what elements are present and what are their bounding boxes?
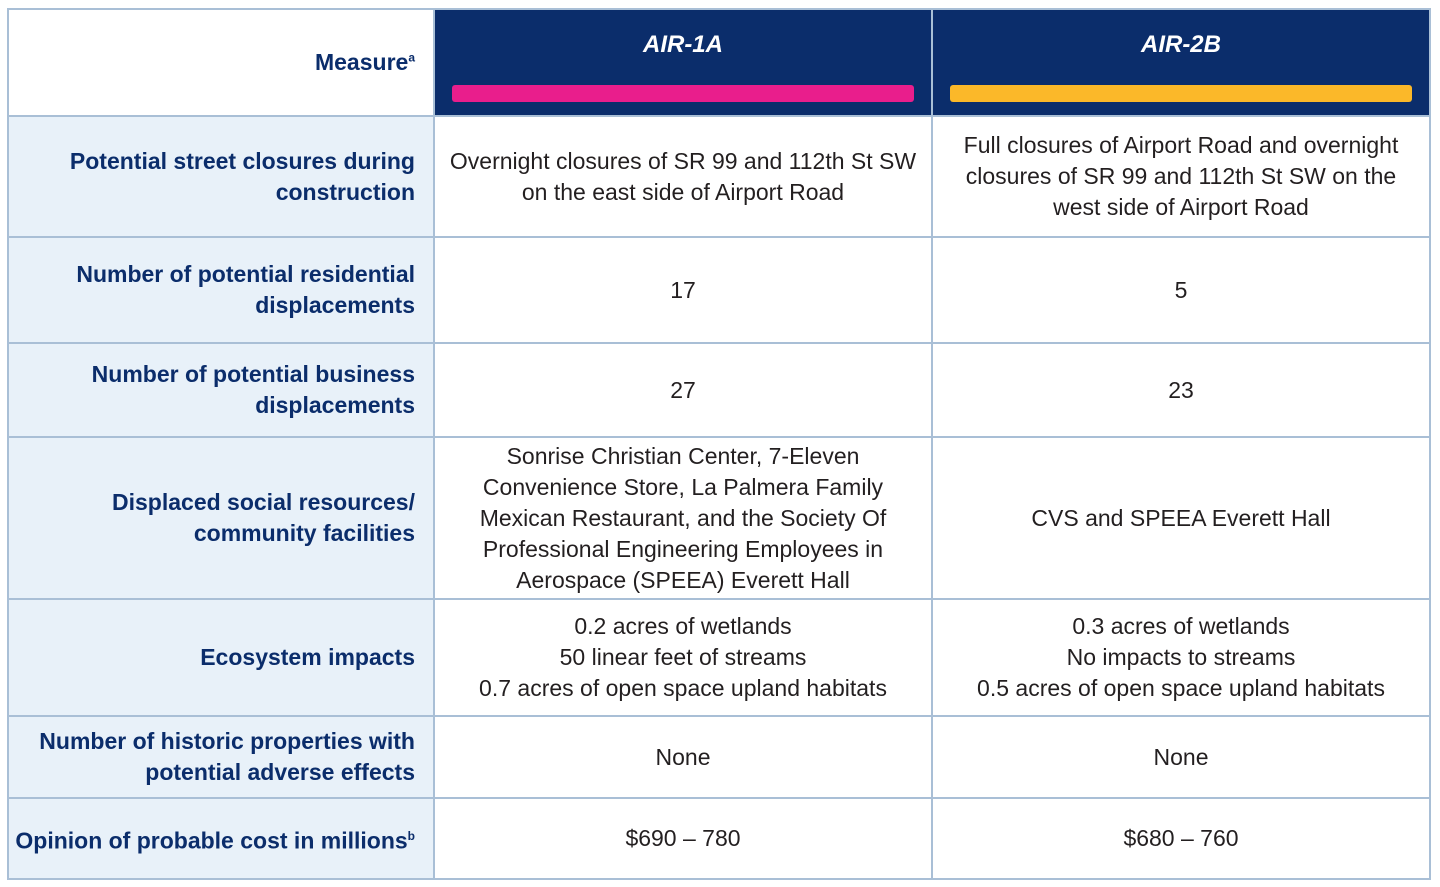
air-2b-value — [932, 798, 1430, 879]
table-row — [8, 116, 1430, 237]
value-line: Overnight closures of SR 99 and 112th St SW on the east side of Airport Road — [449, 147, 917, 205]
table-row — [8, 343, 1430, 437]
value-line: 0.7 acres of open space upland habitats — [479, 675, 887, 701]
alternative-color-bar — [950, 85, 1412, 102]
value-line: 0.5 acres of open space upland habitats — [977, 675, 1385, 701]
air-2b-value — [932, 599, 1430, 716]
measure-cell: Number of historic properties with potential adverse effects — [8, 716, 434, 798]
value-line: 5 — [1174, 276, 1188, 303]
air-2b-value — [932, 237, 1430, 343]
value-line: Full closures of Airport Road and overnight closures of SR 99 and 112th St SW on the west side of Airport Road — [963, 132, 1399, 220]
measure-cell: Ecosystem impacts — [8, 599, 434, 716]
table-row — [8, 798, 1430, 879]
air-2b-value — [932, 343, 1430, 437]
measure-cell: Potential street closures during construction — [8, 116, 434, 237]
value-line: 17 — [670, 276, 696, 303]
measure-cell: Number of potential business displacements — [8, 343, 434, 437]
measure-header-footnote: a — [408, 50, 415, 65]
value-line: 23 — [1168, 376, 1194, 403]
value-line: 0.3 acres of wetlands — [1072, 613, 1290, 639]
air-1a-value — [434, 116, 932, 237]
air-2b-value — [932, 716, 1430, 798]
value-line: $680 – 760 — [1123, 825, 1239, 851]
air-1a-value — [434, 237, 932, 343]
air-1a-value — [434, 437, 932, 599]
measure-header-label: Measure — [314, 49, 409, 75]
air-1a-value — [434, 716, 932, 798]
alternative-color-bar — [452, 85, 914, 102]
value-line: Sonrise Christian Center, 7-Eleven Convenience Store, La Palmera Family Mexican Restaurant, and the Society Of Professional Engineering Employees in Aerospace (SPEEA) Everett Hall — [479, 442, 887, 593]
measure-cell: Displaced social resources/ community facilities — [8, 437, 434, 599]
table-row — [8, 716, 1430, 798]
alternative-header-air-1a — [434, 9, 932, 116]
value-line: 0.2 acres of wetlands — [574, 613, 792, 639]
measure-cell — [8, 798, 434, 879]
alternative-header-air-2b — [932, 9, 1430, 116]
table-row — [8, 237, 1430, 343]
measure-header — [8, 9, 434, 116]
value-line: 50 linear feet of streams — [559, 644, 807, 670]
value-line: No impacts to streams — [1066, 644, 1296, 670]
value-line: $690 – 780 — [625, 825, 741, 851]
air-1a-value — [434, 599, 932, 716]
air-2b-value — [932, 437, 1430, 599]
value-line: None — [655, 743, 711, 770]
table-row — [8, 437, 1430, 599]
measure-cell: Number of potential residential displacements — [8, 237, 434, 343]
alternative-title: AIR-1A — [642, 31, 723, 58]
air-2b-value — [932, 116, 1430, 237]
header-row — [8, 9, 1430, 116]
air-1a-value — [434, 798, 932, 879]
alternative-title: AIR-2B — [1140, 31, 1221, 58]
measure-footnote: b — [407, 828, 415, 843]
air-1a-value — [434, 343, 932, 437]
table-row — [8, 599, 1430, 716]
value-line: 27 — [670, 376, 696, 403]
value-line: None — [1153, 743, 1209, 770]
comparison-table — [7, 8, 1431, 880]
measure-label: Opinion of probable cost in millions — [15, 827, 408, 854]
value-line: CVS and SPEEA Everett Hall — [1031, 504, 1331, 531]
